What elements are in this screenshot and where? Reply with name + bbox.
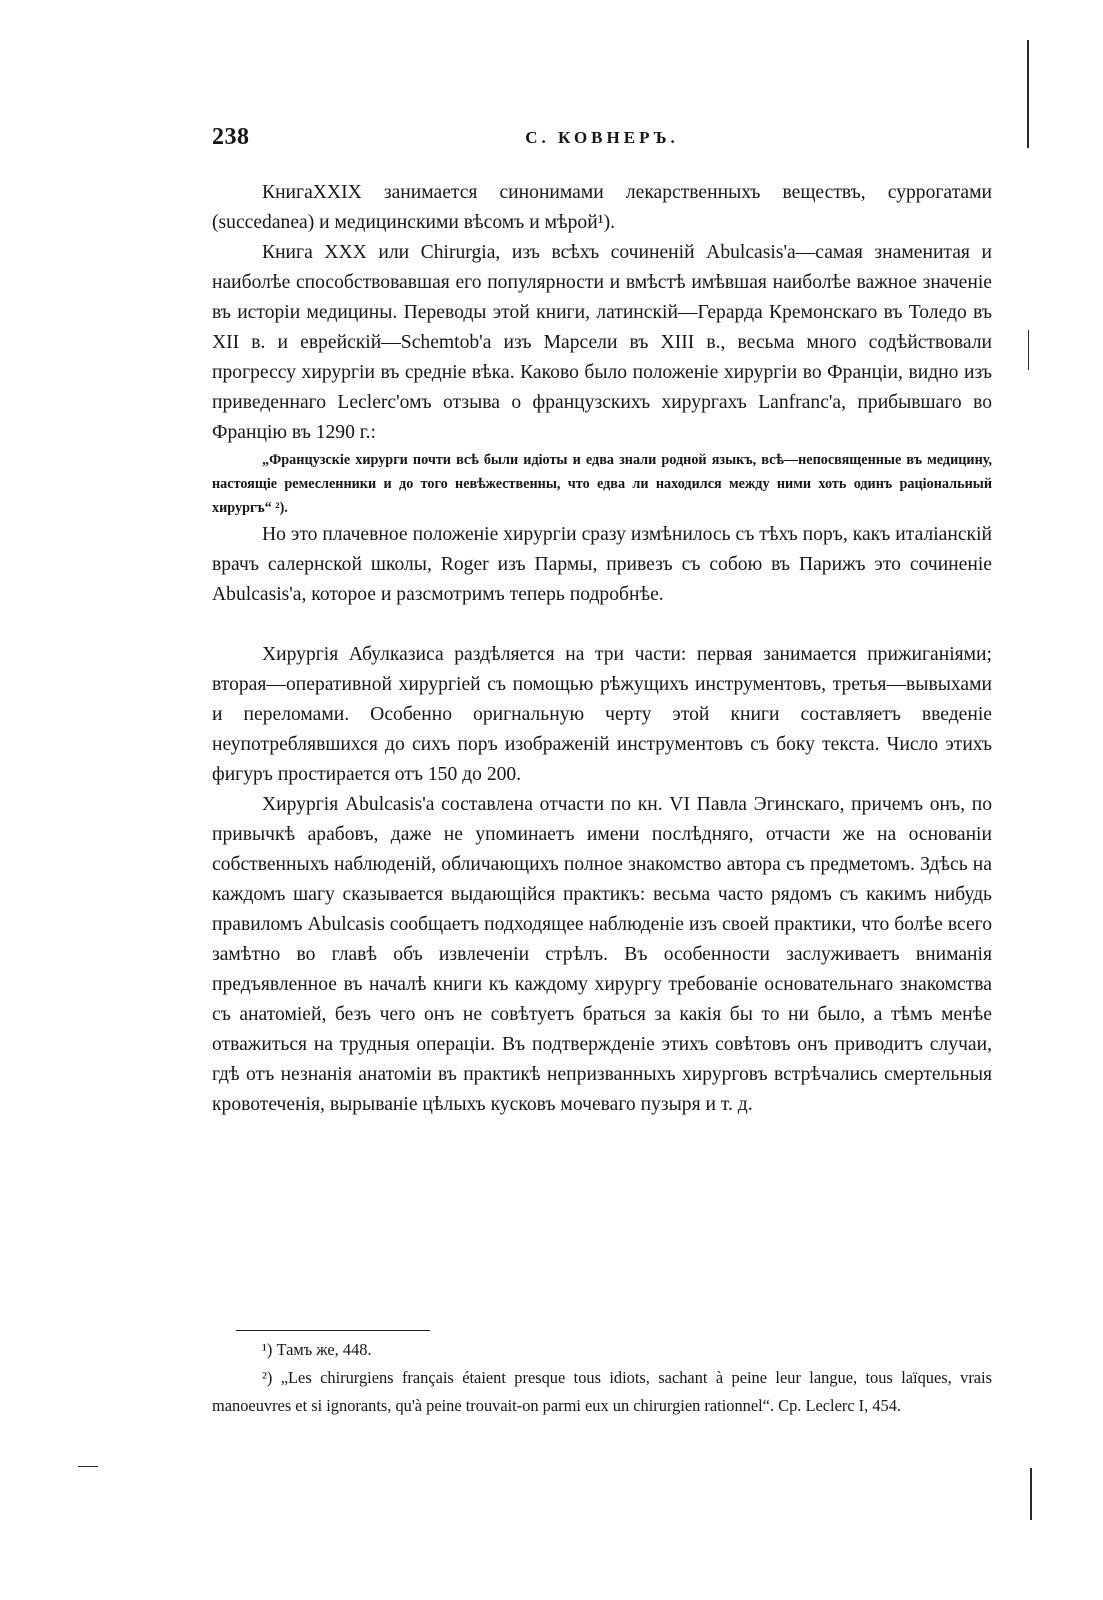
paragraph-book-xxx: Книга XXX или Chirurgia, изъ всѣхъ сочиненій Abulcasis'а—самая знаменитая и наиболѣе способствовавшая его популярности и вмѣстѣ имѣвшая наиболѣе важное значеніе въ исторіи медицины. Переводы этой книги, латинскій—Герарда Кремонскаго въ Толедо въ XII в. и еврейскій—Schemtob'а изъ Марсели въ XIII в., весьма много содѣйствовали прогрессу хирургіи въ средніе вѣка. Каково было положеніе хирургіи во Франціи, видно изъ приведеннаго Leclerc'омъ отзыва о французскихъ хирургахъ Lanfranc'а, прибывшаго во Францію въ 1290 г.:: [212, 242, 992, 443]
paragraph-surgery-sources: Хирургія Abulcasis'а составлена отчасти по кн. VI Павла Эгинскаго, причемъ онъ, по привычкѣ арабовъ, даже не упоминаетъ имени послѣдняго, отчасти же на основаніи собственныхъ наблюденій, обличающихъ полное знакомство автора съ предметомъ. Здѣсь на каждомъ шагу сказывается выдающійся практикъ: весьма часто рядомъ съ какимъ нибудь правиломъ Abulcasis сообщаетъ подходящее наблюденіе изъ своей практики, что болѣе всего замѣтно во главѣ объ извлеченіи стрѣлъ. Въ особенности заслуживаетъ вниманія предъявленное въ началѣ книги къ каждому хирургу требованіе основательнаго знакомства съ анатоміей, безъ чего онъ не совѣтуетъ браться за какія бы то ни было, а тѣмъ менѣе отважиться на трудныя операціи. Въ подтвержденіе этихъ совѣтовъ онъ приводитъ случаи, гдѣ отъ незнанія анатоміи въ практикѣ непризванныхъ хирурговъ встрѣчались смертельныя кровотеченія, вырываніе цѣлыхъ кусковъ мочеваго пузыря и т. д.: [212, 794, 992, 1115]
paragraph-surgery-parts: Хирургія Абулказиса раздѣляется на три части: первая занимается прижиганіями; вторая—оперативной хирургіей съ помощью рѣжущихъ инструментовъ, третья—вывыхами и переломами. Особенно оригнальную черту этой книги составляетъ введеніе неупотреблявшихся до сихъ поръ изображеній инструментовъ съ боку текста. Число этихъ фигуръ простирается отъ 150 до 200.: [212, 644, 992, 785]
body-text: [212, 178, 992, 1120]
quotation-lanfranc: „Французскіе хирурги почти всѣ были идіоты и едва знали родной языкъ, всѣ—непосвященные въ медицину, настоящіе ремесленники и до того невѣжественны, что едва ли находился между ними хоть одинъ раціональный хирургъ“ ²).: [212, 452, 992, 516]
scan-margin-mark: [78, 1466, 98, 1467]
footnote-2: ²) „Les chirurgiens français étaient presque tous idiots, sachant à peine leur langue, tous laïques, vrais manoeuvres et si ignorants, qu'à peine trouvait-on parmi eux un chirurgien rationnel“. Ср. Leclerc I, 454.: [212, 1368, 992, 1415]
footnote-rule: [236, 1330, 430, 1331]
page-number: 238: [212, 124, 250, 150]
paragraph-roger: Но это плачевное положеніе хирургіи сразу измѣнилось съ тѣхъ поръ, какъ италіанскій врачъ салернской школы, Roger изъ Пармы, привезъ съ собою въ Парижъ это сочиненіе Abulcasis'а, которое и разсмотримъ теперь подробнѣе.: [212, 524, 992, 605]
footnote-1: ¹) Тамъ же, 448.: [262, 1340, 372, 1359]
paragraph-book-xxix: КнигаXXIX занимается синонимами лекарственныхъ веществъ, суррогатами (succedanea) и медицинскими вѣсомъ и мѣрой¹).: [212, 182, 992, 233]
scan-edge-line-top: [1027, 40, 1029, 148]
scan-edge-line-mid: [1028, 330, 1029, 370]
scan-edge-line-bottom: [1030, 1468, 1032, 1520]
page-header: [212, 124, 992, 158]
running-head: С. КОВНЕРЪ.: [525, 128, 679, 147]
footnotes: [212, 1336, 992, 1420]
